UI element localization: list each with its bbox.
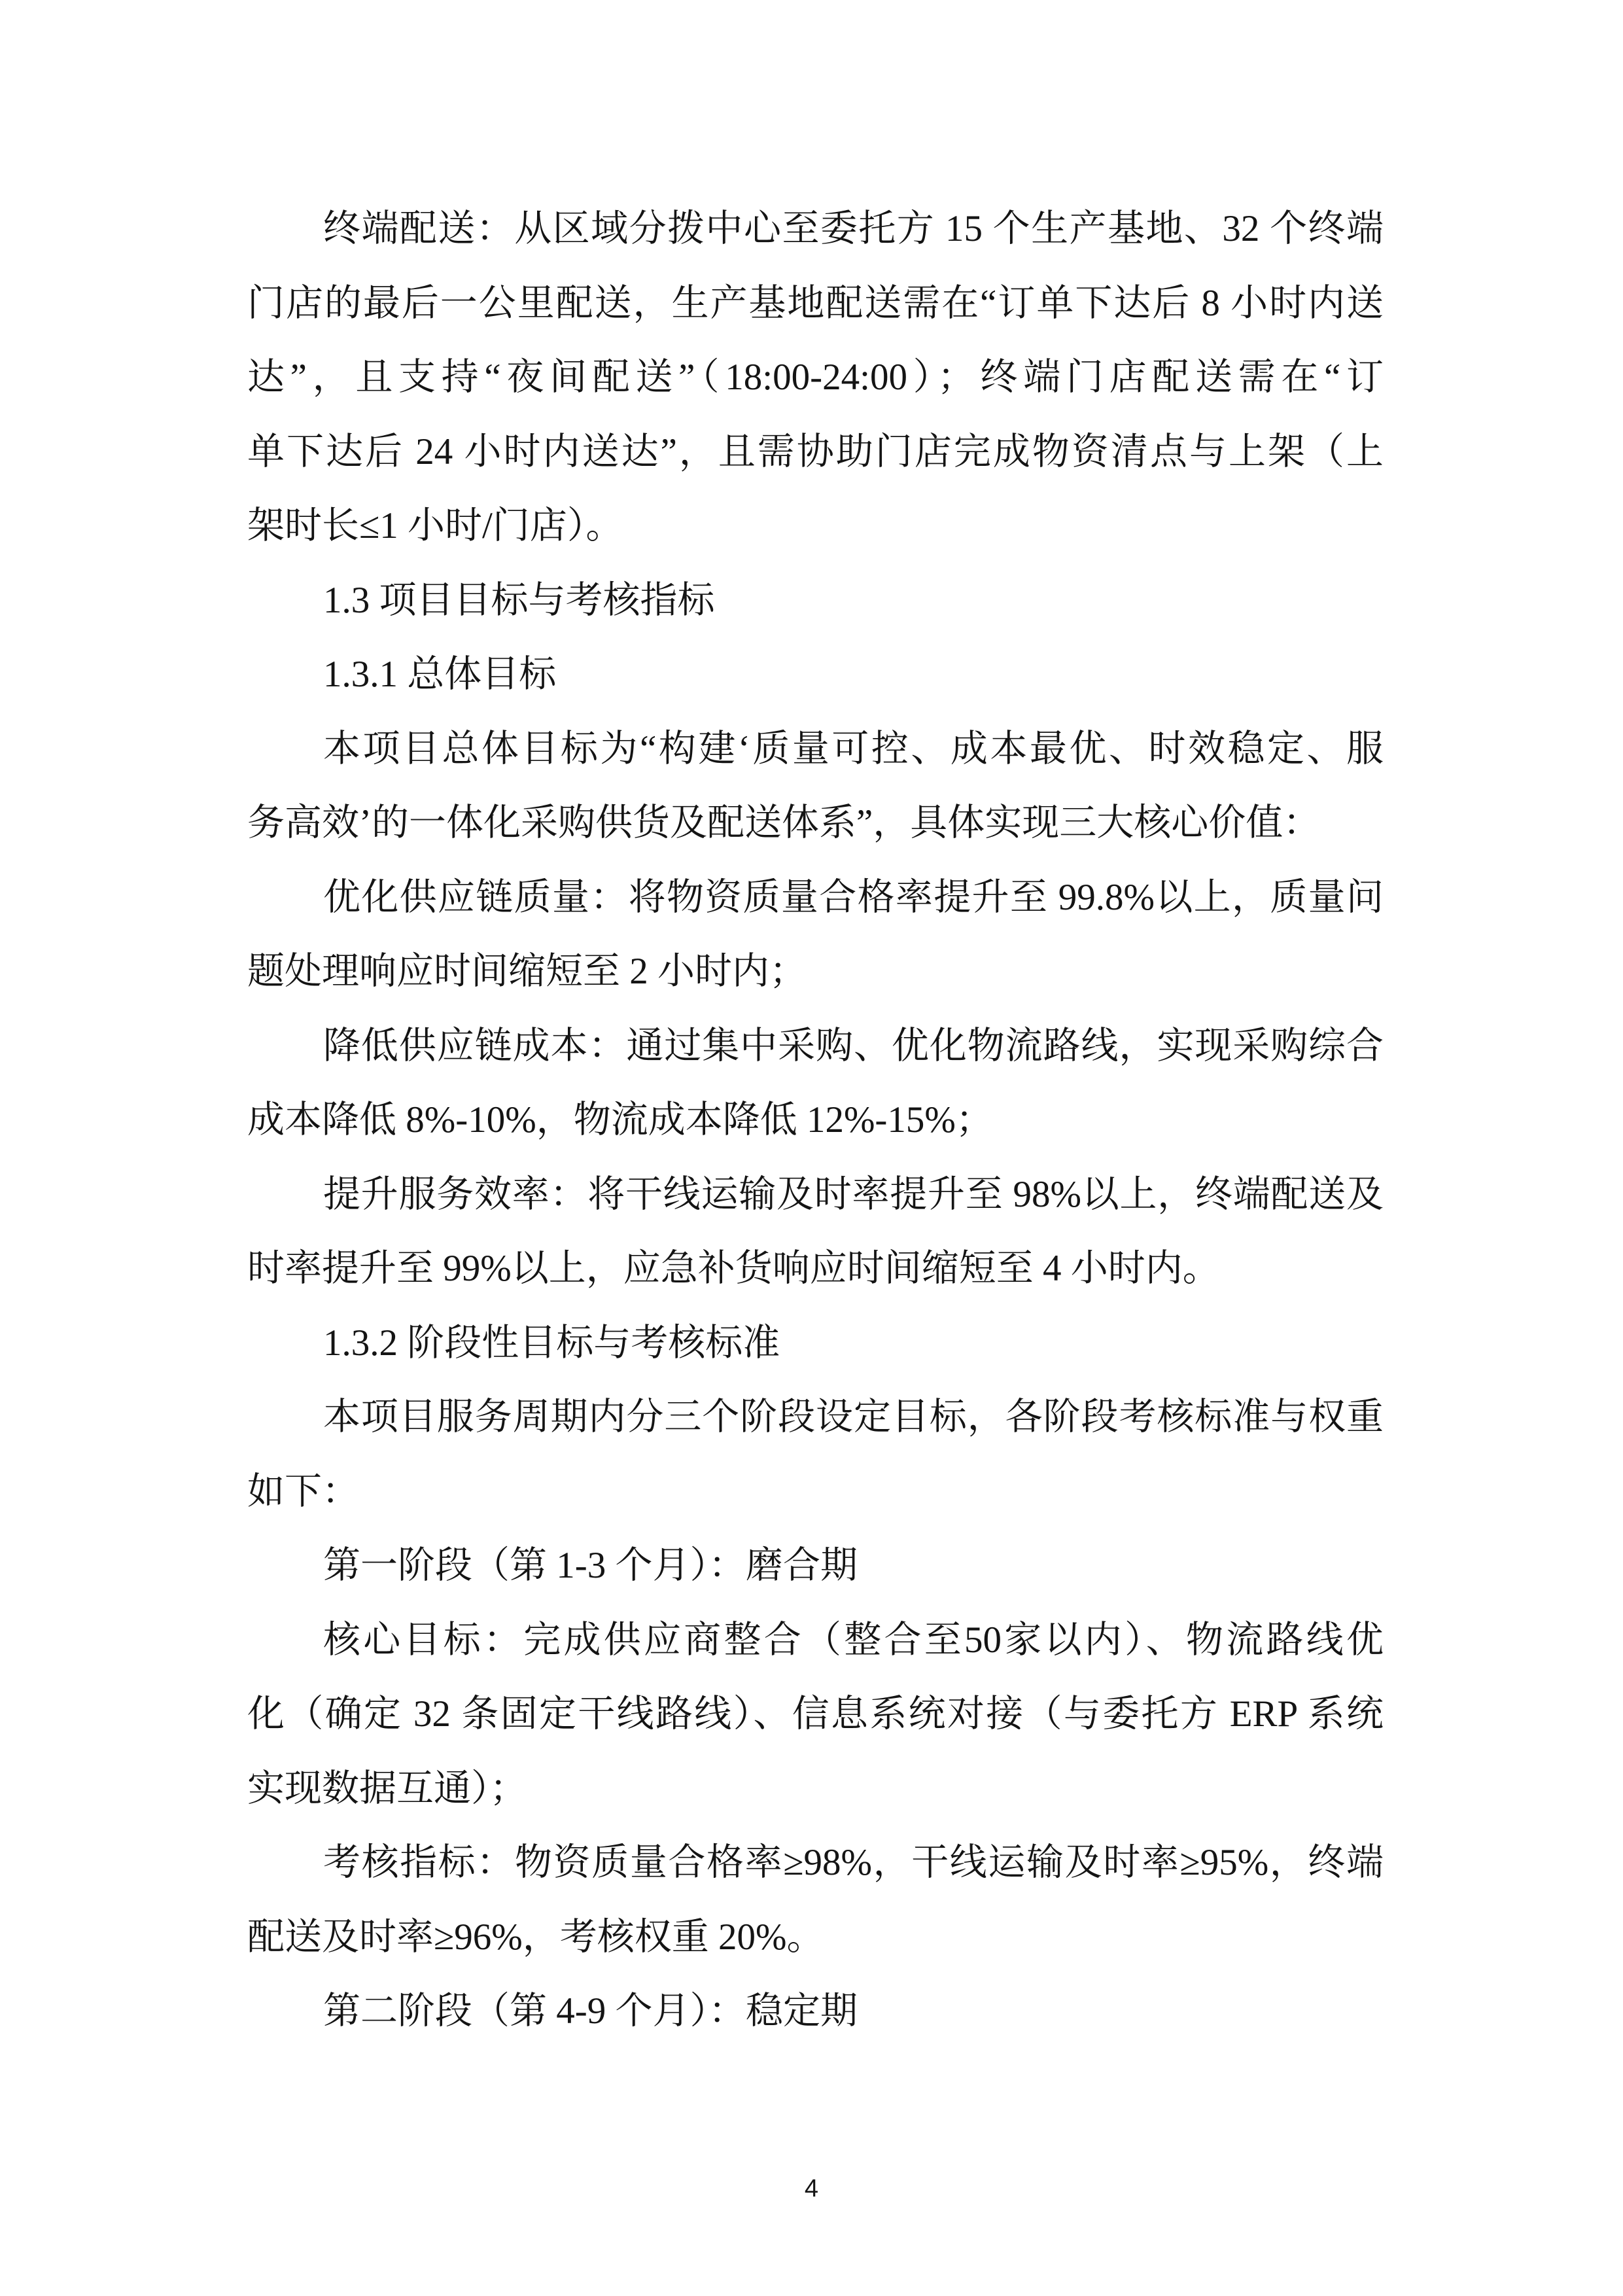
text-line: 务高效’的一体化采购供货及配送体系”，具体实现三大核心价值：	[247, 802, 1321, 843]
text-line: 实现数据互通）；	[247, 1767, 527, 1809]
text-line: 提升服务效率：将干线运输及时率提升至 98%以上，终端配送及	[323, 1173, 1384, 1215]
paragraph-overall-goal	[247, 712, 1384, 860]
text-line: 门店的最后一公里配送，生产基地配送需在“订单下达后 8 小时内送	[247, 282, 1384, 324]
heading-text: 第一阶段（第 1-3 个月）：磨合期	[323, 1545, 858, 1586]
text-line: 配送及时率≥96%，考核权重 20%。	[247, 1916, 824, 1958]
text-line: 优化供应链质量：将物资质量合格率提升至 99.8%以上，质量问	[323, 876, 1384, 918]
phase-one-heading	[247, 1528, 1384, 1603]
heading-text: 1.3.2 阶段性目标与考核标准	[323, 1322, 780, 1364]
paragraph-optimize-quality	[247, 860, 1384, 1009]
paragraph-improve-efficiency	[247, 1157, 1384, 1306]
text-line: 达”，且支持“夜间配送”（18:00-24:00）；终端门店配送需在“订	[247, 357, 1384, 398]
paragraph-phase-intro	[247, 1380, 1384, 1528]
text-line: 核心目标：完成供应商整合（整合至50家以内）、物流路线优	[323, 1619, 1384, 1661]
document-body	[247, 192, 1384, 2049]
text-line: 成本降低 8%-10%，物流成本降低 12%-15%；	[247, 1099, 993, 1140]
paragraph-reduce-cost	[247, 1009, 1384, 1157]
text-line: 降低供应链成本：通过集中采购、优化物流路线，实现采购综合	[323, 1025, 1384, 1067]
heading-text: 第二阶段（第 4-9 个月）：稳定期	[323, 1990, 858, 2032]
text-line: 题处理响应时间缩短至 2 小时内；	[247, 951, 807, 992]
text-line: 单下达后 24 小时内送达”，且需协助门店完成物资清点与上架（上	[247, 431, 1384, 472]
heading-text: 1.3 项目目标与考核指标	[323, 579, 715, 621]
text-line: 终端配送：从区域分拨中心至委托方 15 个生产基地、32 个终端	[323, 208, 1384, 249]
page-number: 4	[804, 2175, 819, 2202]
text-line: 如下：	[247, 1470, 359, 1512]
text-line: 考核指标：物资质量合格率≥98%，干线运输及时率≥95%，终端	[323, 1842, 1384, 1883]
section-heading-1-3-2	[247, 1306, 1384, 1381]
heading-text: 1.3.1 总体目标	[323, 654, 557, 695]
paragraph-phase-one-indicators	[247, 1826, 1384, 1974]
text-line: 本项目服务周期内分三个阶段设定目标，各阶段考核标准与权重	[323, 1396, 1384, 1438]
paragraph-phase-one-core-goals	[247, 1603, 1384, 1826]
text-line: 架时长≤1 小时/门店）。	[247, 505, 623, 546]
text-line: 时率提升至 99%以上，应急补货响应时间缩短至 4 小时内。	[247, 1248, 1220, 1289]
paragraph-terminal-delivery	[247, 192, 1384, 563]
section-heading-1-3-1	[247, 637, 1384, 712]
text-line: 化（确定 32 条固定干线路线）、信息系统对接（与委托方 ERP 系统	[247, 1693, 1384, 1735]
text-line: 本项目总体目标为“构建‘质量可控、成本最优、时效稳定、服	[323, 728, 1384, 769]
phase-two-heading	[247, 1974, 1384, 2049]
section-heading-1-3	[247, 563, 1384, 638]
